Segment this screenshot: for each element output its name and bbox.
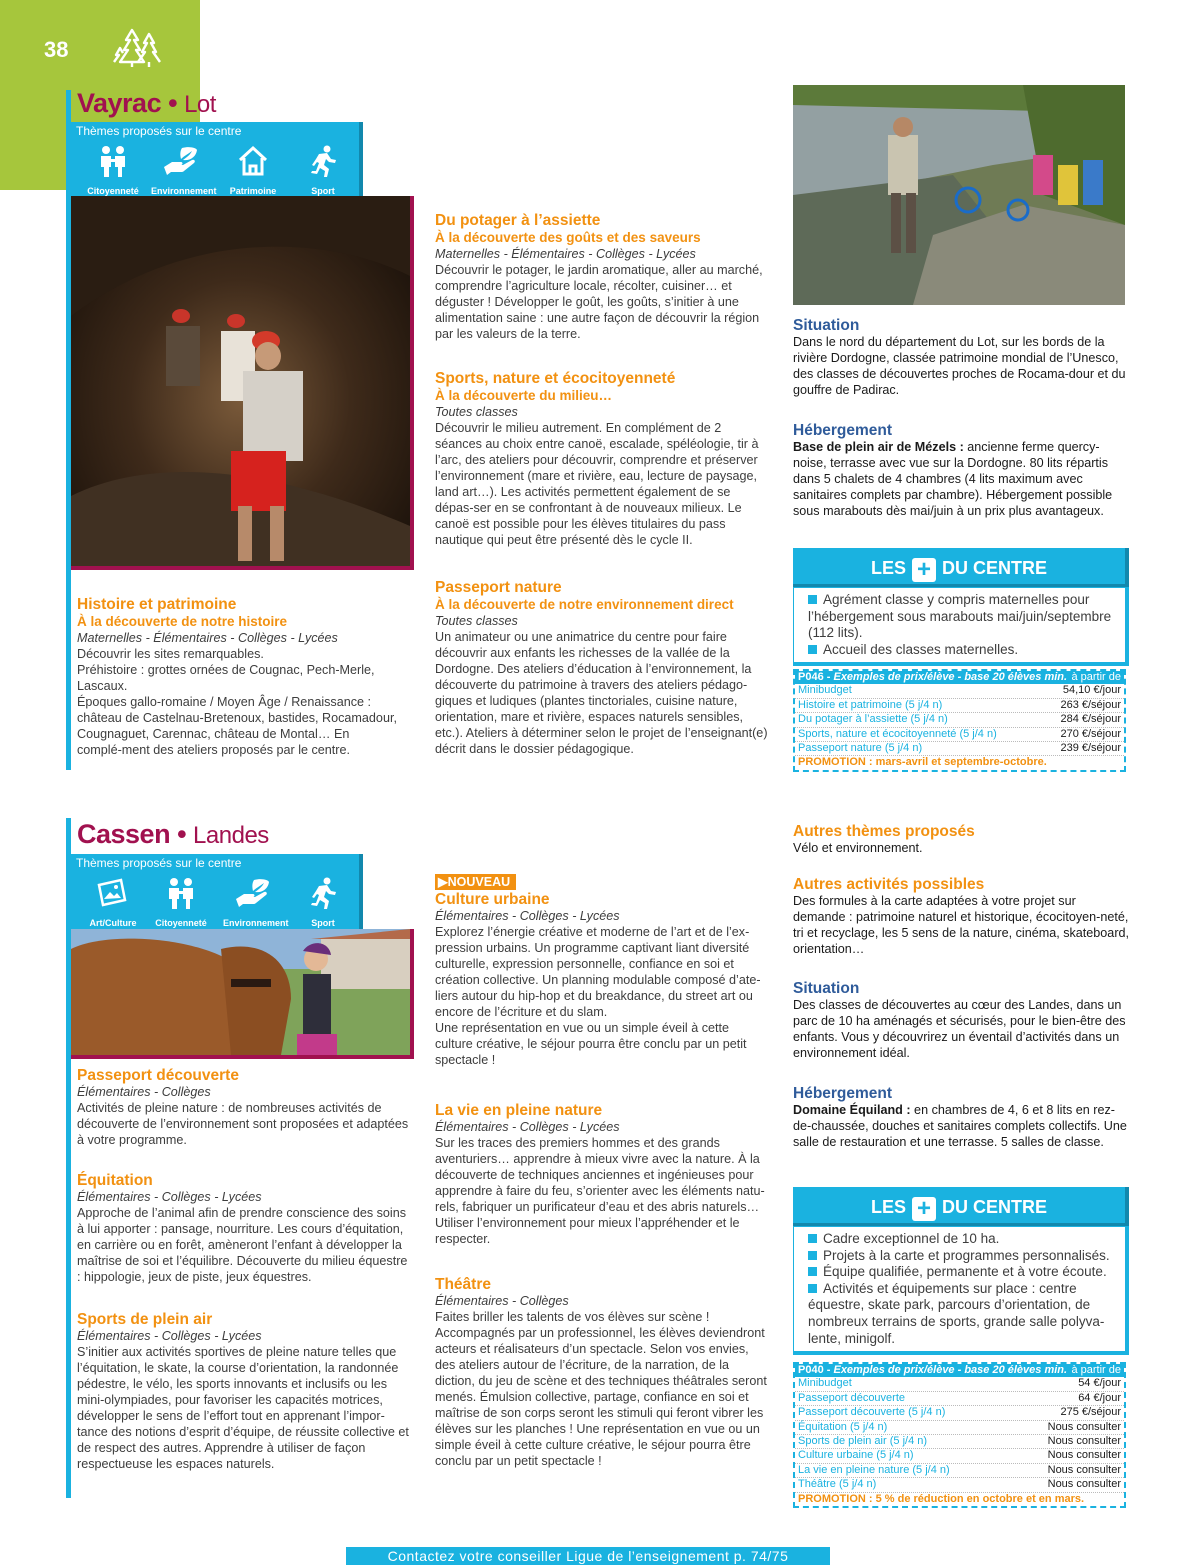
price-duration: (5 j/4 n) <box>907 713 948 726</box>
price-value: 275 €/séjour <box>1060 1406 1121 1419</box>
price-value: 64 €/jour <box>1078 1391 1121 1404</box>
les-plus-item: Cadre exceptionnel de 10 ha. <box>808 1231 1115 1248</box>
theme-environnement <box>151 145 217 197</box>
vayrac-potager-block <box>435 212 770 343</box>
plus-icon: + <box>912 558 936 582</box>
price-header-text: Exemples de prix/élève - base 20 élèves min. <box>830 1364 1068 1376</box>
trees-icon <box>110 22 166 68</box>
price-name: Passeport découverte <box>798 1391 906 1404</box>
cassen-vie-block <box>435 1102 770 1248</box>
theatre-levels: Élémentaires - Collèges <box>435 1293 569 1308</box>
situation-text: Dans le nord du département du Lot, sur les bords de la rivière Dordogne, classée patrimoine mondial de l’Unesco, des classes de découvertes proches de Rocama-dour et du gouffre de Padirac. <box>793 334 1126 397</box>
nouveau-label: NOUVEAU <box>447 875 511 889</box>
cassen-title <box>77 817 269 851</box>
vayrac-dot: • <box>168 88 178 118</box>
vie-text: Sur les traces des premiers hommes et des grands aventuriers… apprendre à mieux vivre avec la nature. À la découverte de techniques anciennes et ingénieuses pour apprendre à faire du feu, s’orienter avec les éléments natu-rels, fabriquer un purificateur d’eau et des abris naturels… Utiliser l’environnement pour mieux l’appréhender et le respecter. <box>435 1135 765 1246</box>
price-row <box>795 699 1124 713</box>
cassen-autres-themes-block <box>793 823 1131 857</box>
theme-label: Citoyenneté <box>87 186 139 197</box>
equitation-title: Équitation <box>77 1172 153 1189</box>
les-plus-item: Équipe qualifiée, permanente et à votre écoute. <box>808 1264 1115 1281</box>
sports-subtitle: À la découverte du milieu… <box>435 387 613 403</box>
a-partir-de: à partir de <box>1071 671 1121 683</box>
hand-leaf-icon <box>162 145 200 177</box>
cassen-region: Landes <box>193 822 269 849</box>
sports-levels: Toutes classes <box>435 404 518 419</box>
price-name: Sports de plein air <box>798 1435 887 1448</box>
culture-title: Culture urbaine <box>435 890 550 908</box>
vayrac-river-photo <box>793 85 1125 305</box>
pleinair-text: S’initier aux activités sportives de pleine nature telles que l’équitation, le skate, la course d’orientation, la randonnée pédestre, le vélo, les sports innovants et inclusifs ou les mini-olympiades, pour favoriser les capacités motrices, développer le sens de l’effort tout en apprenant l’impor-tance des notions d’esprit d’équipe, de réussite collective et de respect des autres. Apprendre à utiliser de façon respectueuse les espaces naturels. <box>77 1344 409 1471</box>
price-name: Du potager à l’assiette <box>798 713 908 726</box>
cassen-price-table <box>793 1362 1126 1508</box>
picture-icon <box>96 877 130 909</box>
price-duration: (5 j/4 n) <box>901 698 943 711</box>
les-label: LES <box>870 558 906 578</box>
price-row <box>795 1392 1124 1406</box>
people-icon <box>98 145 128 177</box>
price-value: 54,10 €/jour <box>1062 684 1121 697</box>
hebergement-text <box>793 440 1131 520</box>
cassen-theatre-block <box>435 1276 770 1470</box>
sports-title: Sports, nature et écocitoyenneté <box>435 370 676 387</box>
les-label: LES <box>870 1197 906 1217</box>
theme-citoyennete <box>83 145 143 197</box>
les-plus-item: Agrément classe y compris maternelles pour l’hébergement sous marabouts mai/juin/septembre (112 lits). <box>808 592 1115 642</box>
price-code: P040 - <box>798 1364 831 1376</box>
price-header-text: Exemples de prix/élève - base 20 élèves min. <box>830 671 1068 683</box>
les-plus-item: Activités et équipements sur place : centre équestre, skate park, parcours d’orientation, de nombreux terrains de sports, grande salle polyva-lente, minigolf. <box>808 1281 1115 1347</box>
vayrac-passeport-block <box>435 579 770 758</box>
histoire-text: Découvrir les sites remarquables. Préhistoire : grottes ornées de Cougnac, Pech-Merle, Lascaux. Époques gallo-romaine / Moyen Âge / Renaissance : château de Castelnau-Bretenoux, bastides, Rocamadour, Cougnaguet, Carennac, château de Montal… En complé-ment des ateliers proposés par le centre. <box>77 646 397 757</box>
price-name: Sports, nature et écocitoyenneté <box>798 727 957 740</box>
equitation-text: Approche de l’animal afin de prendre conscience des soins à lui apporter : pansage, nourriture. Les cours d’équitation, en carrière ou en forêt, amèneront l’enfant à développer la maîtrise de soi et l’équilibre. Découverte du milieu équestre : hippologie, jeux de piste, jeux équestres. <box>77 1205 408 1284</box>
theme-environnement <box>223 877 289 929</box>
les-plus-item: Projets à la carte et programmes personnalisés. <box>808 1248 1115 1265</box>
hebergement-name: Base de plein air de Mézels : <box>793 439 964 454</box>
cassen-themes-box <box>71 854 363 933</box>
cassen-hebergement-text <box>793 1103 1131 1151</box>
vayrac-title <box>77 86 216 120</box>
price-value: 284 €/séjour <box>1060 713 1121 726</box>
situation-title: Situation <box>793 317 860 334</box>
price-duration: (5 j/4 n) <box>881 742 923 755</box>
vie-levels: Élémentaires - Collèges - Lycées <box>435 1119 620 1134</box>
price-value: 270 €/séjour <box>1060 727 1121 740</box>
theme-label: Patrimoine <box>229 186 277 197</box>
price-value: Nous consulter <box>1047 1478 1121 1491</box>
price-duration: (5 j/4 n) <box>905 1406 946 1419</box>
price-row <box>795 684 1124 698</box>
price-value: Nous consulter <box>1047 1420 1121 1433</box>
vayrac-price-table <box>793 669 1126 772</box>
theme-label: Sport <box>311 918 335 929</box>
price-row <box>795 1406 1124 1420</box>
price-row <box>795 742 1124 756</box>
theme-label: Sport <box>311 186 335 197</box>
vayrac-les-plus-box <box>793 587 1129 666</box>
cassen-hebergement-desc: en chambres de 4, 6 et 8 lits en rez-de-chaussée, douches et sanitaires complets collectifs. Une salle de restauration et une terrasse. 5 salles de classe. <box>793 1102 1127 1149</box>
price-row <box>795 1421 1124 1435</box>
cassen-situation-text: Des classes de découvertes au cœur des Landes, dans un parc de 10 ha aménagés et sécurisés, pour le bien-être des enfants. Vous y découvrirez un éventail d’activités dans un environnement idéal. <box>793 997 1126 1060</box>
theme-label: Citoyenneté <box>155 918 207 929</box>
passeport-subtitle: À la découverte de notre environnement direct <box>435 596 734 612</box>
price-value: 239 €/séjour <box>1060 742 1121 755</box>
vayrac-region: Lot <box>184 91 216 118</box>
potager-levels: Maternelles - Élémentaires - Collèges - Lycées <box>435 246 696 261</box>
vie-title: La vie en pleine nature <box>435 1102 603 1119</box>
runner-icon <box>307 145 339 177</box>
vayrac-les-plus-header <box>793 548 1129 588</box>
price-row <box>795 728 1124 742</box>
price-duration: (5 j/4 n) <box>886 1435 928 1448</box>
equitation-levels: Élémentaires - Collèges - Lycées <box>77 1189 262 1204</box>
cassen-situation-title: Situation <box>793 980 860 997</box>
price-row <box>795 1449 1124 1463</box>
price-row <box>795 1464 1124 1478</box>
nouveau-badge <box>435 874 516 890</box>
histoire-subtitle: À la découverte de notre histoire <box>77 613 288 629</box>
hand-leaf-icon <box>234 877 272 909</box>
price-name: Passeport nature <box>798 742 882 755</box>
vayrac-cave-photo <box>71 196 414 570</box>
cassen-decouverte-block <box>77 1067 412 1149</box>
cassen-les-plus-box <box>793 1226 1129 1355</box>
culture-text: Explorez l’énergie créative et moderne de l’art et de l’ex-pression urbains. Un programme captivant liant diversité culturelle, expression personnelle, confiance en soi et création collective. Un planning modulable composé d’ate-liers autour du hip-hop et du breakdance, du street art ou encore de l’écriture et du slam. Une représentation en vue ou un simple éveil à cette culture créative, le séjour pourra être conclu par un petit spectacle ! <box>435 924 761 1067</box>
potager-title: Du potager à l’assiette <box>435 212 601 229</box>
page-number: 38 <box>44 37 69 62</box>
theme-label: Environnement <box>223 918 289 929</box>
hebergement-title: Hébergement <box>793 422 893 439</box>
runner-icon <box>307 877 339 909</box>
theme-sport <box>293 145 353 197</box>
price-duration: (5 j/4 n) <box>835 1478 877 1491</box>
price-row <box>795 1435 1124 1449</box>
play-triangle-icon: ▶ <box>438 875 448 889</box>
pleinair-levels: Élémentaires - Collèges - Lycées <box>77 1328 262 1343</box>
cassen-hebergement-title: Hébergement <box>793 1085 893 1102</box>
hebergement-desc: ancienne ferme quercy-noise, terrasse avec vue sur la Dordogne. 80 lits répartis dans 5 chalets de 4 chambres (4 lits maximum avec sanitaires complets par chambre). Hébergement possible sous marabouts dès mai/juin à un prix plus avantageux. <box>793 439 1113 518</box>
price-duration: (5 j/4 n) <box>909 1463 950 1476</box>
vayrac-sports-block <box>435 370 770 549</box>
vayrac-histoire-block <box>77 596 397 759</box>
plus-icon: + <box>912 1197 936 1221</box>
histoire-title: Histoire et patrimoine <box>77 596 237 613</box>
house-icon <box>237 145 269 177</box>
cassen-name: Cassen <box>77 819 171 849</box>
autres-themes-text: Vélo et environnement. <box>793 840 923 855</box>
price-header <box>795 1364 1124 1377</box>
theme-label: Art/Culture <box>89 918 137 929</box>
du-centre-label: DU CENTRE <box>942 558 1048 578</box>
footer-contact: Contactez votre conseiller Ligue de l’enseignement p. 74/75 <box>346 1547 830 1565</box>
theme-citoyennete <box>151 877 211 929</box>
price-name: Culture urbaine <box>798 1449 874 1462</box>
price-value: Nous consulter <box>1047 1435 1121 1448</box>
cassen-hebergement-block <box>793 1085 1131 1151</box>
decouverte-levels: Élémentaires - Collèges <box>77 1084 211 1099</box>
price-promo: PROMOTION : 5 % de réduction en octobre et en mars. <box>798 1492 1085 1505</box>
cassen-pleinair-block <box>77 1311 412 1473</box>
cassen-dot: • <box>177 819 187 849</box>
price-value: Nous consulter <box>1047 1449 1121 1462</box>
price-value: Nous consulter <box>1047 1463 1121 1476</box>
vayrac-themes-box <box>71 122 363 200</box>
price-value: 54 €/jour <box>1078 1377 1121 1390</box>
pleinair-title: Sports de plein air <box>77 1311 213 1328</box>
potager-subtitle: À la découverte des goûts et des saveurs <box>435 229 701 245</box>
price-name: Passeport découverte <box>798 1406 906 1419</box>
people-icon <box>166 877 196 909</box>
passeport-title: Passeport nature <box>435 579 562 596</box>
vayrac-situation-block <box>793 317 1131 399</box>
price-duration: (5 j/4 n) <box>873 1449 914 1462</box>
cassen-themes-label: Thèmes proposés sur le centre <box>71 854 359 873</box>
cassen-autres-activites-block <box>793 876 1131 958</box>
cassen-equitation-block <box>77 1172 412 1286</box>
price-row <box>795 1478 1124 1492</box>
price-promo: PROMOTION : mars-avril et septembre-octobre. <box>798 756 1047 769</box>
theatre-text: Faites briller les talents de vos élèves sur scène ! Accompagnés par un professionnel, les élèves deviendront acteurs et réalisateurs d’un spectacle. Selon vos envies, des ateliers autour de l’écriture, de la narration, de la diction, du jeu de scène et des techniques théâtrales seront menés. Émulsion collective, partage, confiance en soi et maîtrise de son corps seront les stimuli qui feront vibrer les élèves sur les planches ! Une représentation en vue ou un simple éveil à cette culture créative, le séjour pourra être conclu par un petit spectacle ! <box>435 1309 767 1468</box>
les-plus-item: Accueil des classes maternelles. <box>808 642 1115 659</box>
vayrac-themes-label: Thèmes proposés sur le centre <box>71 122 359 141</box>
price-code: P046 - <box>798 671 831 683</box>
cassen-situation-block <box>793 980 1131 1062</box>
autres-activites-title: Autres activités possibles <box>793 876 985 893</box>
cassen-les-plus-header <box>793 1187 1129 1227</box>
theme-art-culture <box>83 877 143 929</box>
price-row <box>795 1377 1124 1391</box>
price-name: Histoire et patrimoine <box>798 698 902 711</box>
cassen-horse-photo <box>71 929 414 1059</box>
theme-label: Environnement <box>151 186 217 197</box>
price-name: Minibudget <box>798 1377 852 1390</box>
vayrac-hebergement-block <box>793 422 1131 520</box>
price-row <box>795 713 1124 727</box>
decouverte-title: Passeport découverte <box>77 1067 239 1084</box>
cassen-culture-block <box>435 874 770 1069</box>
price-name: Équitation <box>798 1420 847 1433</box>
theatre-title: Théâtre <box>435 1276 491 1293</box>
passeport-text: Un animateur ou une animatrice du centre pour faire découvrir aux enfants les richesses de la vallée de la Dordogne. Des ateliers d’éducation à l’environnement, la découverte du patrimoine à travers des ateliers pédago-giques et ludiques (plantes tinctoriales, cuisine nature, orientation, mare et rivière, espaces naturels sensibles, etc.). Ateliers à déterminer selon le projet de l’enseignant(e) décrit dans le dossier pédagogique. <box>435 629 768 756</box>
autres-activites-text: Des formules à la carte adaptées à votre projet sur demande : patrimoine naturel et historique, écocitoyen-neté, tri et recyclage, les 5 sens de la nature, cinéma, skateboard, orientation… <box>793 893 1130 956</box>
autres-themes-title: Autres thèmes proposés <box>793 823 975 840</box>
theme-patrimoine <box>223 145 283 197</box>
price-name: La vie en pleine nature <box>798 1463 910 1476</box>
price-value: 263 €/séjour <box>1060 698 1121 711</box>
culture-levels: Élémentaires - Collèges - Lycées <box>435 908 620 923</box>
sports-text: Découvrir le milieu autrement. En complément de 2 séances au choix entre canoë, escalade, spéléologie, tir à l’arc, des ateliers pour découvrir, comprendre et préserver l’environnement (mare et rivière, eau, lecture de paysage, land art…). Les activités permettent également de se dépas-ser en se confrontant à de nouveaux milieux. Le canoë est possible pour les élèves titulaires du pass nautique qui peut être présenté dès le cycle II. <box>435 420 759 547</box>
price-header <box>795 671 1124 684</box>
a-partir-de: à partir de <box>1071 1364 1121 1376</box>
decouverte-text: Activités de pleine nature : de nombreuses activités de découverte de l’environnement sont proposées et adaptées à votre programme. <box>77 1100 409 1147</box>
histoire-levels: Maternelles - Élémentaires - Collèges - Lycées <box>77 630 338 645</box>
price-name: Minibudget <box>798 684 852 697</box>
passeport-levels: Toutes classes <box>435 613 518 628</box>
price-name: Théâtre <box>798 1478 836 1491</box>
price-duration: (5 j/4 n) <box>956 727 997 740</box>
du-centre-label: DU CENTRE <box>942 1197 1048 1217</box>
vayrac-name: Vayrac <box>77 88 162 118</box>
price-duration: (5 j/4 n) <box>846 1420 888 1433</box>
potager-text: Découvrir le potager, le jardin aromatique, aller au marché, comprendre l’agriculture locale, récolter, cuisiner… et déguster ! Développer le goût, les goûts, s’initier à une alimentation saine : une autre façon de découvrir la région par les valeurs de la terre. <box>435 262 763 341</box>
theme-sport <box>293 877 353 929</box>
cassen-hebergement-name: Domaine Équiland : <box>793 1102 911 1117</box>
